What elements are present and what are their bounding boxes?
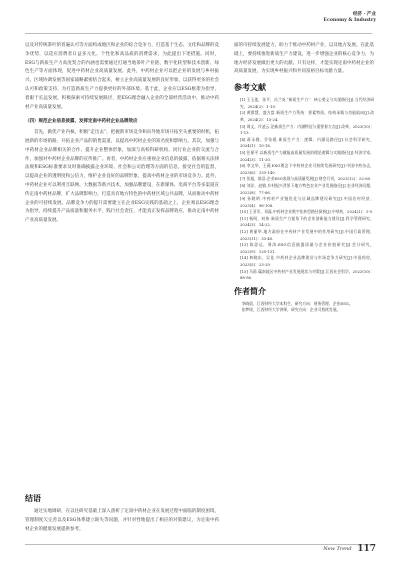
left-column xyxy=(25,42,219,226)
body-paragraph: 面的可持续发展能力，助力于推动中药材产业，以及地方发展。在此基础上，要持续推进新质生产力建设，进一步增强企业的核心竞争力，为地方经济发展做出更大的贡献。只有这样，才能实现定南中药材企业的高质量发展，为实现乡村振兴和共同富裕目标贡献力量。 xyxy=(234,43,374,75)
reference-item: [15] 马莉.赣南地区中药材产业发展现状与对策[J].江西社会科学，2023(10)：88-96. xyxy=(240,268,374,281)
reference-item: [10] 王亚军，邓磊.中药材企业数字化转型路径探析[J].中草药，2024(1)：1-9. xyxy=(240,209,374,215)
reference-item: [6] 李文华，王燕.ESG理念下中药材企业可持续发展研究[J].中国中药杂志，2023(6)：133-140. xyxy=(240,163,374,175)
author-bio: 张梦瑶，江西财经大学讲师，研究方向：企业可持续发展。 xyxy=(241,307,341,313)
right-column xyxy=(234,42,374,314)
conclusion-section xyxy=(25,491,219,534)
reference-item: [7] 张旭，陈浩.企业ESG表现与高质量发展[J].财会月刊，2023(12)：52-60. xyxy=(240,176,372,182)
page-footer xyxy=(323,544,376,554)
reference-item: [11] 杨明，何伟.新质生产力视角下的企业创新能力建设[J].科学管理研究，2024(3)：14-22. xyxy=(240,215,374,228)
header-divider xyxy=(25,33,372,34)
section-title-en: Economy & Industry xyxy=(323,17,376,23)
body-paragraph: 首先，做优产业内核，积极“走出去”，把握新市场竞争和向外地市场开拓至关重要的时机，拓展新的市场销路，开拓企业产品的销售渠道，以提高中药材企业的知名度和影响力。其次，加强与中药材企业品牌相关的合作，提升企业整体形象，加深与高校科研机构、同行业企业的交流与合作，加强对中药材企业品牌的宣传推广。再者，中药材企业应重视企业信息的披露，依据相关法律法规和ESG标准要求及时准确披露企业环境、社会和公司治理等方面的信息，接受社会的监督，以提高企业的透明度和公信力，维护企业良好的品牌形象，提高中药材企业的市场竞争力。此外，中药材企业可以利用互联网、大数据等新兴技术，加强品牌建设，在新媒体、电商平台等多渠道宣传定南中药材品牌，扩大品牌影响力，打造具有地方特色的中药材区域公共品牌，从而推动中药材企业的可持续发展。品牌竞争力的提升需要建立在企业ESG实践的基础之上，企业须以ESG理念为指导，持续提升产品质量和服务水平，践行社会责任，才能真正发挥品牌效应，推动定南中药材产业高质量发展。 xyxy=(25,130,219,224)
author-bio: 李晓晨，江西财经大学本科生，研究方向：财务管理、企业ESG。 xyxy=(241,300,353,306)
reference-item: [12] 黄丽华.地方政府在中药材产业发展中的作用研究[J].中国行政管理，2023(11)：33-40. xyxy=(240,229,374,241)
conclusion-heading: 结语 xyxy=(25,494,41,503)
journal-brand: New Trend xyxy=(323,546,352,552)
reference-item: [8] 刘洋，赵敏.乡村振兴背景下地方特色农业产业发展路径[J].农业经济问题，2022(8)：77-86. xyxy=(240,182,374,195)
body-paragraph: 以及对传统茶叶的普遍认可等方面构成地区和企业的综合竞争力，打造基于生态、文化和品牌的竞争优势，以适应消费者日益多元化、个性化和高品质的消费需求，为此提出下述措施。同时，ESG与新质生产力高度契合的内涵也需要通过打通当地茶叶产业链、数字化转型和技术创新、绿色生产等方面体现，促进中药材企业高质量发展。此外，中药材企业可以把企业的发展与乡村振兴、区域协调发展等国家战略紧密结合起来，树立企业高质量发展的良好形象，以获得更多的社会认可和政策支持，为打造新质生产力提供更好的外部环境。基于此，企业应以ESG框架为指导，着眼于长远发展，积极探索可持续发展路径，把ESG理念融入企业的全部经营活动中，推动中药材产业高质量发展。 xyxy=(25,43,219,110)
author-bio-heading: 作者简介 xyxy=(234,286,266,296)
running-header xyxy=(324,12,376,23)
reference-item: [5] 任保平.以新质生产力赋能高质量发展的理论逻辑与实践路径[J].经济学家，2024(3)：11-20. xyxy=(240,149,374,162)
page-number: 117 xyxy=(357,544,376,554)
footer-divider xyxy=(25,544,372,545)
conclusion-paragraph: 通过实地调研，在以往研究基础上深入剖析了定南中药材企业在发展过程中面临的制度困境，管理制度欠完善以及ESG体系建立缺失等问题，并针对性地提出了相应的对策建议，为定南中药材企业的健康发展提供参考。 xyxy=(25,509,219,532)
reference-item: [1] 王玉莲，张平，冯兰英.“新质生产力”：核心要义与实现路径[J].当代经济研究，2024(2)：1-10. xyxy=(240,97,374,109)
reference-item: [14] 林晓东，吴佳.中药材企业品牌建设与市场竞争力研究[J].中国药房，2023(5)：23-29. xyxy=(240,255,374,268)
author-bio-list xyxy=(234,301,374,314)
section-subheading: （四）规范企业信息披露，发挥定南中药材企业品牌效应 xyxy=(25,119,138,125)
references-heading: 参考文献 xyxy=(234,83,266,93)
reference-item: [2] 黄群慧，盛方富.新质生产力系统：要素特质、结构承载与功能取向[J].改革，2024(2)：15-24. xyxy=(240,110,374,122)
section-title-cn: 经济 · 产业 xyxy=(352,12,376,17)
reference-item: [13] 陈思远，周涛.ESG信息披露质量与企业价值研究[J].会计研究，2022(9)：120-131. xyxy=(240,242,374,254)
reference-item: [4] 蒋永穆，乔张媛.新质生产力：逻辑、内涵及路径[J].社会科学研究，2024(1)：10-18. xyxy=(240,136,374,149)
reference-item: [9] 孙晓明.中药材产业链优化与区域品牌建设研究[J].中国农村经济，2023(4)：96-108. xyxy=(240,196,374,208)
reference-item: [3] 周文，许凌云.论新质生产力：内涵特征与重要着力点[J].改革，2023(10)：1-13. xyxy=(240,123,374,136)
reference-list xyxy=(234,97,374,282)
